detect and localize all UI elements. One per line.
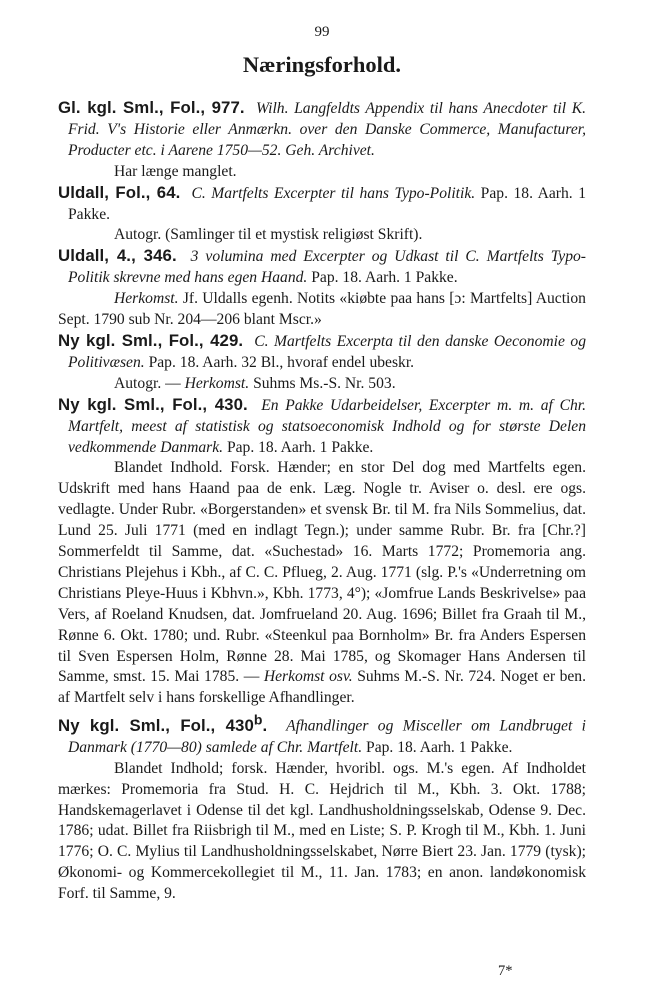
provenance-label: Herkomst. — [114, 290, 179, 308]
entry-list — [58, 98, 586, 905]
shelfmark-heading: Ny kgl. Sml., Fol., 429. — [58, 330, 244, 350]
entry-lead — [58, 246, 586, 289]
document-page — [58, 0, 586, 991]
entry-body-text: Blandet Indhold. Forsk. Hænder; en stor Del dog med Martfelts egen. Udskrift med hans Haand paa de enk. Læg. Nogle tr. Aviser o. desl. ere ogs. vedlagte. Under Rubr. «Borgerstanden» et svensk Br. til M. fra Nils Sommelius, dat. Lund 25. Juli 1771 (med en indlagt Tegn.); under samme Rubr. Br. fra [Chr.?] Sommerfeldt til Samme, dat. «Suchestad» 16. Marts 1772; Promemoria ang. Christians Plejehus i Kbh., af C. C. Pflueg, 2. Aug. 1771 (slg. P.'s «Underretning om Christians Pleye-Huus i Kbhvn.», Kbh. 1773, 4°); «Jomfrue Lands Beskrivelse» paa Vers, af Roeland Knudsen, dat. Jomfrueland 20. Aug. 1696; Billet fra Graah til M., Rønne 6. Okt. 1780; und. Rubr. «Steenkul paa Bornholm» Br. fra Anders Espersen til Sven Espersen Holm, Rønne 28. Mai 1785, og Skomager Hans Andersen til Samme, smst. 15. Mai 1785. — — [58, 459, 586, 686]
entry-lead — [58, 183, 586, 226]
entry-description: 3 volumina med Excerpter og Udkast til C. Martfelts Typo-Politik skrevne med hans egen Haand. — [68, 248, 586, 287]
entry-description: C. Martfelts Excerpta til den danske Oeconomie og Politivæsen. — [68, 332, 587, 371]
shelfmark-heading: Uldall, Fol., 64. — [58, 182, 181, 202]
entry-note: Autogr. (Samlinger til et mystisk religiøst Skrift). — [114, 226, 423, 244]
catalog-entry — [58, 331, 586, 395]
entry-physical: Pap. 18. Aarh. 32 Bl., hvoraf endel ubeskr. — [148, 353, 415, 371]
entry-description: En Pakke Udarbeidelser, Excerpter m. m. af Chr. Martfelt, meest af statistisk og statsoeconomisk Indhold og for største Delen vedkommende Danmark. — [68, 396, 587, 456]
provenance-text: Suhms Ms.-S. Nr. 503. — [253, 374, 396, 392]
entry-note — [58, 289, 586, 331]
page-number: 99 — [314, 24, 330, 40]
entry-note: Har længe manglet. — [114, 162, 237, 180]
shelfmark-heading-text: Ny kgl. Sml., Fol., 430 — [58, 715, 254, 735]
entry-physical: Pap. 18. Aarh. 1 Pakke. — [68, 184, 587, 223]
entry-body — [58, 458, 586, 709]
entry-physical: Pap. 18. Aarh. 1 Pakke. — [226, 438, 374, 456]
page-title: Næringsforhold. — [242, 52, 402, 77]
shelfmark-heading — [58, 711, 268, 735]
shelfmark-heading: Gl. kgl. Sml., Fol., 977. — [58, 98, 245, 117]
entry-body: Blandet Indhold; forsk. Hænder, hvoribl. ogs. M.'s egen. Af Indholdet mærkes: Promemoria fra Stud. H. C. Hejdrich til M., Kbh. 3. Okt. 1788; Handskemagerlavet i Odense til det kgl. Landhusholdningsselskab, Odense 9. Dec. 1786; udat. Billet fra Riisbrigh til M., med en Liste; S. P. Krogh til M., Kbh. 1. Juni 1776; O. C. Mylius til Landhusholdningsselskabet, Nørre Biert 23. Jan. 1779 (tysk); Økonomi- og Kommercekollegiet til M., 11. Jan. 1783; en anon. landøkonomisk Forf. til Samme, 9. — [58, 759, 586, 903]
printer-signature: 7* — [498, 963, 513, 979]
entry-physical: Pap. 18. Aarh. 1 Pakke. — [311, 269, 458, 287]
provenance-text: Suhms M.-S. Nr. 724. Noget er ben. af Martfelt selv i hans forskellige Afhandlinger. — [58, 668, 586, 707]
provenance-label: Herkomst. — [184, 374, 250, 392]
provenance-text: Jf. Uldalls egenh. Notits «kiøbte paa hans [ɔ: Martfelts] Auction Sept. 1790 sub Nr. 204—206 blant Mscr.» — [58, 290, 586, 329]
note-prefix: Autogr. — — [114, 374, 181, 392]
entry-lead — [58, 98, 586, 162]
entry-lead — [58, 709, 586, 758]
entry-description: Wilh. Langfeldts Appendix til hans Anecdoter til K. Frid. V's Historie eller Anmærkn. over den Danske Commerce, Manufacturer, Producter etc. i Aarene 1750—52. Geh. Archivet. — [68, 100, 587, 159]
catalog-entry — [58, 709, 586, 905]
shelfmark-heading: Ny kgl. Sml., Fol., 430. — [58, 394, 248, 414]
catalog-entry — [58, 246, 586, 331]
entry-lead — [58, 395, 586, 459]
entry-physical: Pap. 18. Aarh. 1 Pakke. — [366, 738, 513, 756]
catalog-entry — [58, 183, 586, 247]
entry-note — [58, 374, 586, 395]
provenance-label: Herkomst osv. — [263, 668, 353, 686]
shelfmark-heading: Uldall, 4., 346. — [58, 246, 177, 266]
entry-lead — [58, 331, 586, 374]
shelfmark-superscript: b — [253, 711, 263, 728]
entry-description: C. Martfelts Excerpter til hans Typo-Politik. — [191, 184, 476, 202]
entry-description: Afhandlinger og Misceller om Landbruget i Danmark (1770—80) samlede af Chr. Martfelt. — [68, 717, 587, 756]
catalog-entry — [58, 98, 586, 183]
shelfmark-heading-end: . — [262, 715, 268, 735]
catalog-entry — [58, 395, 586, 710]
